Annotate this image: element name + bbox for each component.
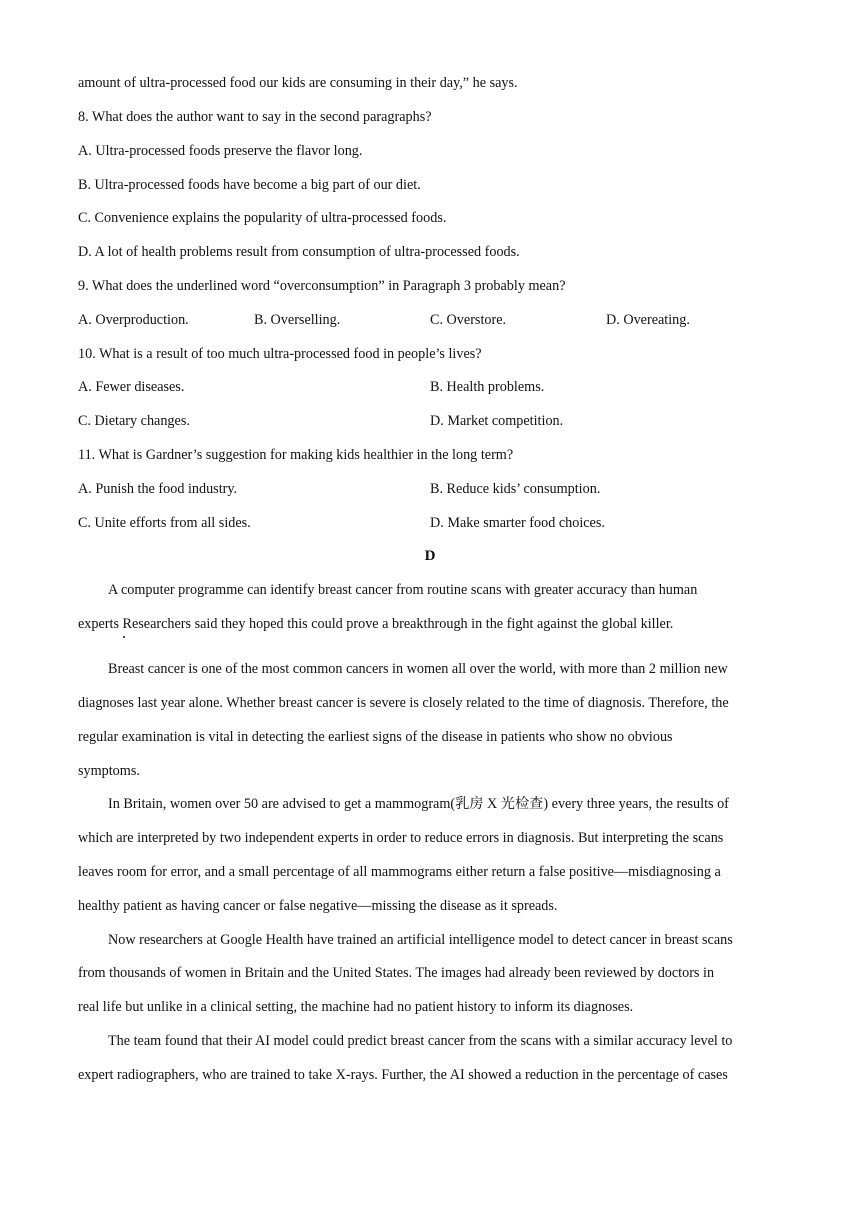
previous-passage-closing-line: amount of ultra-processed food our kids are consuming in their day,” he says. (78, 75, 518, 91)
passage-line: which are interpreted by two independent experts in order to reduce errors in diagnosis. But interpreting the scans (78, 830, 724, 846)
passage-line: diagnoses last year alone. Whether breast cancer is severe is closely related to the time of diagnosis. Therefore, the (78, 695, 729, 711)
question-11-option-d: D. Make smarter food choices. (430, 515, 605, 531)
emphasis-dot (123, 636, 125, 638)
question-8-option-b: B. Ultra-processed foods have become a big part of our diet. (78, 177, 421, 193)
passage-line: leaves room for error, and a small percentage of all mammograms either return a false positive—misdiagnosing a (78, 864, 721, 880)
passage-line: The team found that their AI model could predict breast cancer from the scans with a similar accuracy level to (108, 1033, 733, 1049)
question-8-option-c: C. Convenience explains the popularity of ultra-processed foods. (78, 210, 447, 226)
question-9-option-b: B. Overselling. (254, 312, 341, 328)
passage-line: In Britain, women over 50 are advised to get a mammogram(乳房 X 光检查) every three years, the results of (108, 796, 729, 812)
passage-line: experts Researchers said they hoped this could prove a breakthrough in the fight against the global killer. (78, 616, 674, 632)
question-11-stem: 11. What is Gardner’s suggestion for making kids healthier in the long term? (78, 447, 514, 463)
passage-line: symptoms. (78, 763, 140, 779)
passage-line: real life but unlike in a clinical setting, the machine had no patient history to inform its diagnoses. (78, 999, 634, 1015)
section-heading: D (424, 548, 436, 564)
question-11-option-a: A. Punish the food industry. (78, 481, 238, 497)
question-9-option-a: A. Overproduction. (78, 312, 189, 328)
question-9-stem: 9. What does the underlined word “overconsumption” in Paragraph 3 probably mean? (78, 278, 566, 294)
question-9-option-d: D. Overeating. (606, 312, 690, 328)
question-8-stem: 8. What does the author want to say in the second paragraphs? (78, 109, 432, 125)
question-8-option-d: D. A lot of health problems result from consumption of ultra-processed foods. (78, 244, 520, 260)
question-10-option-b: B. Health problems. (430, 379, 545, 395)
passage-line: Breast cancer is one of the most common cancers in women all over the world, with more than 2 million new (108, 661, 728, 677)
passage-line: expert radiographers, who are trained to take X-rays. Further, the AI showed a reduction in the percentage of cases (78, 1067, 728, 1083)
passage-line: from thousands of women in Britain and the United States. The images had already been reviewed by doctors in (78, 965, 715, 981)
question-10-stem: 10. What is a result of too much ultra-processed food in people’s lives? (78, 346, 482, 362)
question-11-option-c: C. Unite efforts from all sides. (78, 515, 251, 531)
question-8-option-a: A. Ultra-processed foods preserve the flavor long. (78, 143, 363, 159)
question-11-option-b: B. Reduce kids’ consumption. (430, 481, 601, 497)
question-10-option-c: C. Dietary changes. (78, 413, 190, 429)
question-10-option-a: A. Fewer diseases. (78, 379, 185, 395)
passage-line: A computer programme can identify breast cancer from routine scans with greater accuracy than human (108, 582, 698, 598)
question-10-option-d: D. Market competition. (430, 413, 564, 429)
passage-line: regular examination is vital in detecting the earliest signs of the disease in patients who show no obvious (78, 729, 673, 745)
passage-line: healthy patient as having cancer or false negative—missing the disease as it spreads. (78, 898, 558, 914)
question-9-option-c: C. Overstore. (430, 312, 507, 328)
passage-line: Now researchers at Google Health have trained an artificial intelligence model to detect cancer in breast scans (108, 932, 733, 948)
